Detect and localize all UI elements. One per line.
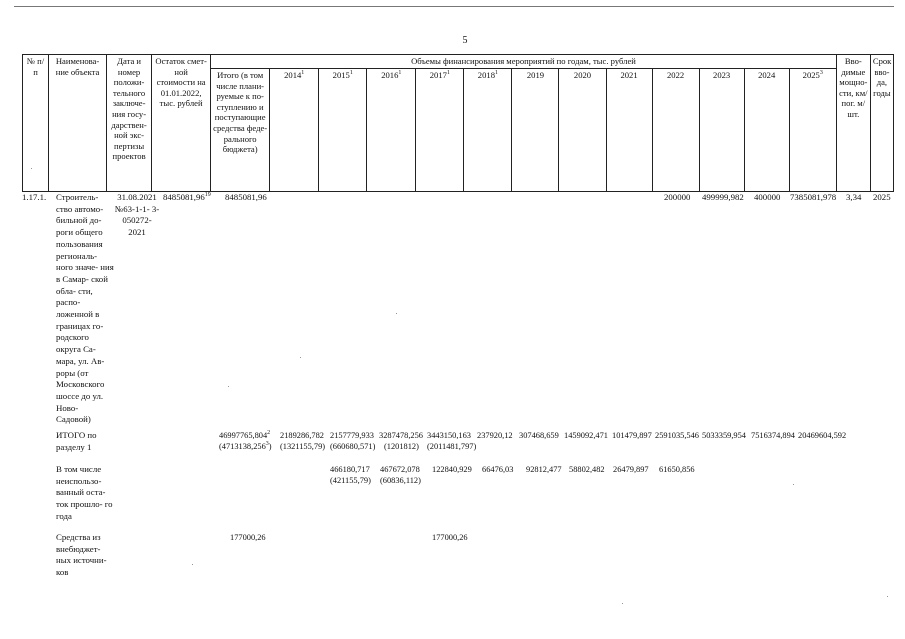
itogo-2021: 101479,897 <box>612 431 652 440</box>
scan-speck <box>300 357 301 358</box>
unused-2021: 26479,897 <box>613 465 649 474</box>
scan-speck <box>31 168 32 169</box>
unused-2020: 58802,482 <box>569 465 605 474</box>
itogo-total: 46997765,804$^2$ <box>219 430 271 440</box>
itogo-2017-federal: (2011481,797) <box>427 442 477 451</box>
unused-label: В том числе неиспользо- ванный оста- ток прошло- го года <box>56 464 113 521</box>
itogo-2015-federal: (660680,571) <box>330 442 376 451</box>
header-year-2014: 2014$^1$ <box>270 69 319 192</box>
page-number: 5 <box>462 35 468 46</box>
header-total: Итого (в том числе плани- руемые к по- ступлению и поступающие средства феде- рального бюджета) <box>211 69 270 192</box>
header-year-2018: 2018$^1$ <box>464 69 512 192</box>
row-capacity: 3,34 <box>846 192 862 202</box>
extrabudget-total: 177000,26 <box>230 533 266 542</box>
itogo-2016: 3287478,256 <box>379 431 423 440</box>
unused-2016-federal: (60836,112) <box>380 476 421 485</box>
header-table <box>22 54 894 192</box>
itogo-2022: 2591035,546 <box>655 431 699 440</box>
row-expertise-date: 31.08.2021 №63-1-1- 3-050272- 2021 <box>114 192 160 238</box>
itogo-2016-federal: (1201812) <box>384 442 419 451</box>
scan-speck <box>887 596 888 597</box>
itogo-2014: 2189286,782 <box>280 431 324 440</box>
row-term: 2025 <box>873 192 891 202</box>
itogo-2019: 307468,659 <box>519 431 559 440</box>
header-no: № п/п <box>23 55 49 192</box>
itogo-2014-federal: (1321155,79) <box>280 442 326 451</box>
row-2024: 400000 <box>754 192 781 202</box>
extrabudget-2017: 177000,26 <box>432 533 468 542</box>
unused-2022: 61650,856 <box>659 465 695 474</box>
unused-2015-federal: (421155,79) <box>330 476 371 485</box>
header-year-2024: 2024 <box>744 69 789 192</box>
itogo-2024: 7516374,894 <box>751 431 795 440</box>
row-total: 8485081,96 <box>225 192 267 202</box>
unused-2015: 466180,717 <box>330 465 370 474</box>
row-2023: 499999,982 <box>702 192 744 202</box>
header-year-2019: 2019 <box>512 69 559 192</box>
itogo-2020: 1459092,471 <box>564 431 608 440</box>
scan-speck <box>793 484 794 485</box>
header-year-2016: 2016$^1$ <box>367 69 416 192</box>
top-rule <box>14 6 894 7</box>
scan-speck <box>396 313 397 314</box>
header-date: Дата и номер положи- тельного заключе- ния госу- дарствен- ной экс- пертизы проектов <box>107 55 152 192</box>
header-year-2023: 2023 <box>699 69 744 192</box>
header-year-2015: 2015$^1$ <box>319 69 367 192</box>
extrabudget-label: Средства из внебюджет- ных источни- ков <box>56 532 107 578</box>
scan-speck <box>622 603 623 604</box>
unused-2016: 467672,078 <box>380 465 420 474</box>
row-2022: 200000 <box>664 192 691 202</box>
header-financing: Объемы финансирования мероприятий по годам, тыс. рублей <box>211 55 837 69</box>
itogo-2017: 3443150,163 <box>427 431 471 440</box>
header-term: Срок вво- да, годы <box>870 55 893 192</box>
unused-2017: 122840,929 <box>432 465 472 474</box>
header-year-2025: 2025$^3$ <box>789 69 836 192</box>
unused-2019: 92812,477 <box>526 465 562 474</box>
itogo-2018: 237920,12 <box>477 431 513 440</box>
header-capacity: Вво- димые мощно- сти, км/пог. м/шт. <box>836 55 870 192</box>
header-balance: Остаток смет- ной стоимости на 01.01.2022, тыс. рублей <box>152 55 211 192</box>
header-year-2022: 2022 <box>652 69 699 192</box>
header-year-2021: 2021 <box>606 69 652 192</box>
itogo-label: ИТОГО по разделу 1 <box>56 430 97 452</box>
scan-speck <box>228 386 229 387</box>
itogo-2015: 2157779,933 <box>330 431 374 440</box>
row-object-name: Строитель- ство автомо- бильной до- роги общего пользования региональ- ного значе- ния в Самар- ской обла- сти, распо- ложенной в границах го- родского округа Са- мара, ул. Ав- роры (от Московского шоссе до ул. Ново- Садовой) <box>56 192 114 425</box>
itogo-2025: 20469604,592 <box>798 431 847 440</box>
unused-2018: 66476,03 <box>482 465 514 474</box>
header-year-2020: 2020 <box>559 69 606 192</box>
row-balance: 8485081,96$^{19}$ <box>163 192 211 202</box>
header-name: Наименова- ние объекта <box>49 55 107 192</box>
header-year-2017: 2017$^1$ <box>416 69 464 192</box>
scan-speck <box>192 564 193 565</box>
row-2025: 7385081,978 <box>790 192 837 202</box>
row-number: 1.17.1. <box>22 192 47 202</box>
itogo-total-federal: (4713138,256$^3$) <box>219 441 272 451</box>
itogo-2023: 5033359,954 <box>702 431 746 440</box>
